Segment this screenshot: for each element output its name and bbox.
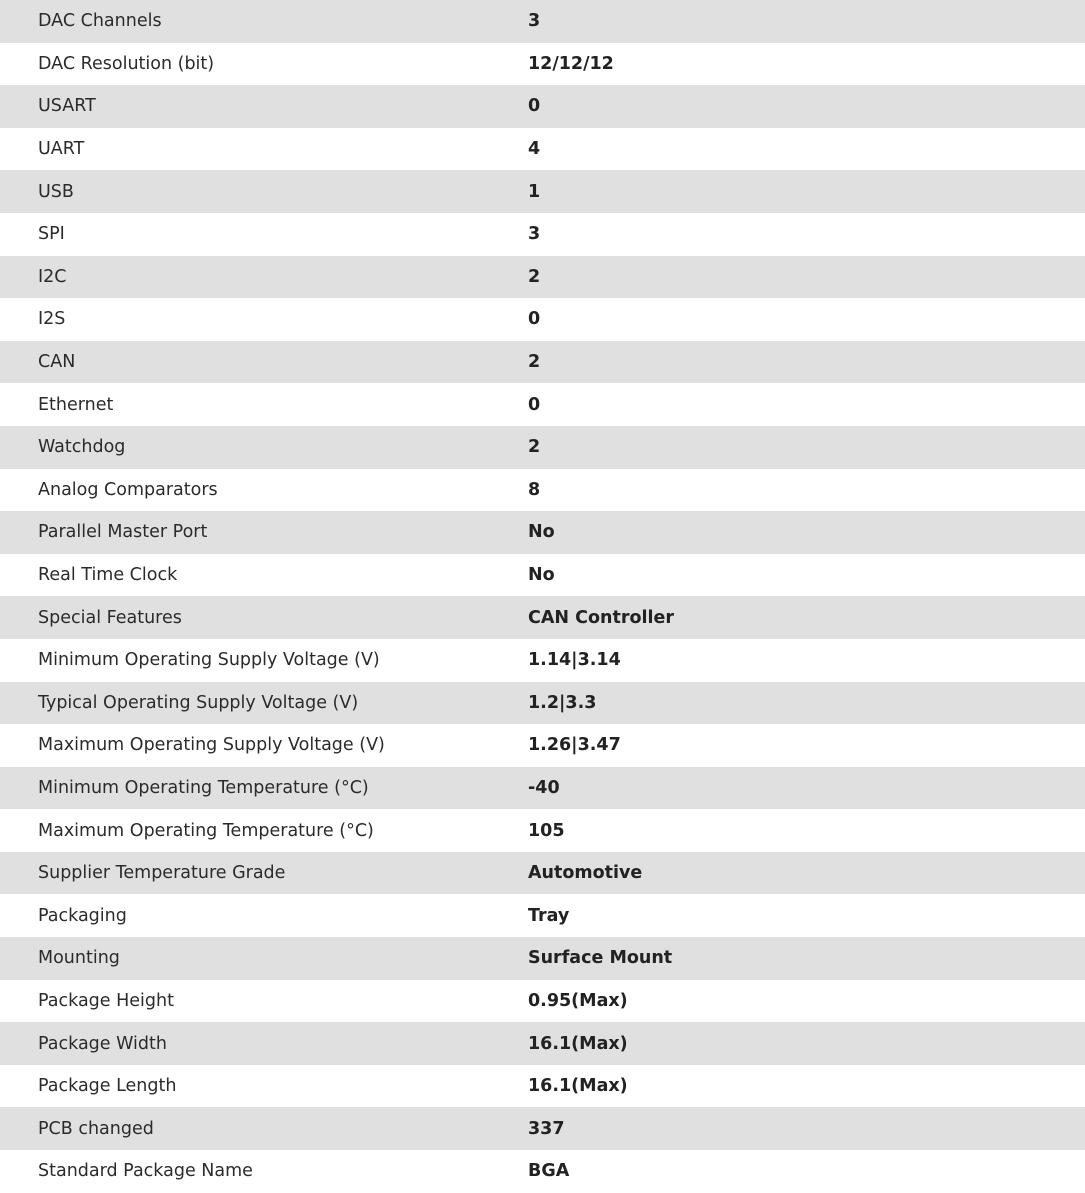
spec-row [0,596,1085,639]
spec-row [0,256,1085,299]
spec-label: Maximum Operating Temperature (°C) [38,820,374,841]
spec-value: 0 [528,96,541,117]
spec-value: 0 [528,309,541,330]
spec-row [0,383,1085,426]
spec-row [0,43,1085,86]
spec-value: 3 [528,224,541,245]
spec-value: BGA [528,1161,570,1182]
spec-label: Typical Operating Supply Voltage (V) [38,692,359,713]
spec-row [0,724,1085,767]
spec-row [0,980,1085,1023]
spec-label: DAC Resolution (bit) [38,53,215,74]
spec-value: Surface Mount [528,948,673,969]
spec-label: Watchdog [38,437,126,458]
spec-value: 16.1(Max) [528,1076,628,1097]
spec-label: USB [38,181,74,202]
spec-row [0,469,1085,512]
spec-row [0,1107,1085,1150]
spec-label: SPI [38,224,65,245]
spec-value: No [528,522,555,543]
spec-label: Minimum Operating Supply Voltage (V) [38,650,380,671]
spec-value: 16.1(Max) [528,1033,628,1054]
spec-row [0,937,1085,980]
spec-row [0,554,1085,597]
spec-label: I2C [38,266,67,287]
spec-label: I2S [38,309,66,330]
spec-label: Package Width [38,1033,167,1054]
spec-row [0,852,1085,895]
spec-row [0,213,1085,256]
spec-value: 4 [528,139,541,160]
spec-value: 2 [528,437,541,458]
spec-row [0,170,1085,213]
spec-value: Automotive [528,863,643,884]
spec-label: UART [38,139,85,160]
spec-label: CAN [38,352,76,373]
spec-value: 2 [528,352,541,373]
spec-row [0,85,1085,128]
spec-row [0,682,1085,725]
spec-label: Packaging [38,905,127,926]
spec-row [0,128,1085,171]
spec-row [0,1065,1085,1108]
spec-value: CAN Controller [528,607,674,628]
spec-label: Standard Package Name [38,1161,253,1182]
spec-label: Package Height [38,990,174,1011]
spec-label: USART [38,96,96,117]
spec-value: 3 [528,11,541,32]
spec-value: 12/12/12 [528,53,614,74]
spec-label: Supplier Temperature Grade [38,863,286,884]
spec-label: Ethernet [38,394,114,415]
spec-value: 2 [528,266,541,287]
spec-value: 105 [528,820,565,841]
spec-value: 0 [528,394,541,415]
spec-value: 337 [528,1118,565,1139]
spec-row [0,809,1085,852]
spec-row [0,894,1085,937]
spec-value: 1.14|3.14 [528,650,621,671]
spec-label: Real Time Clock [38,565,178,586]
spec-label: DAC Channels [38,11,162,32]
spec-label: Analog Comparators [38,479,218,500]
spec-label: Maximum Operating Supply Voltage (V) [38,735,385,756]
spec-value: 0.95(Max) [528,990,628,1011]
spec-value: -40 [528,777,560,798]
spec-label: Parallel Master Port [38,522,208,543]
spec-row [0,298,1085,341]
spec-label: PCB changed [38,1118,154,1139]
spec-label: Special Features [38,607,182,628]
spec-row [0,511,1085,554]
spec-value: No [528,565,555,586]
spec-row [0,1022,1085,1065]
spec-value: 1 [528,181,541,202]
spec-label: Package Length [38,1076,177,1097]
spec-row [0,639,1085,682]
spec-value: Tray [528,905,570,926]
spec-value: 8 [528,479,541,500]
spec-label: Minimum Operating Temperature (°C) [38,777,369,798]
spec-row [0,767,1085,810]
spec-row [0,0,1085,43]
spec-value: 1.2|3.3 [528,692,597,713]
spec-row [0,1150,1085,1193]
spec-value: 1.26|3.47 [528,735,621,756]
spec-row [0,341,1085,384]
spec-label: Mounting [38,948,120,969]
spec-row [0,426,1085,469]
